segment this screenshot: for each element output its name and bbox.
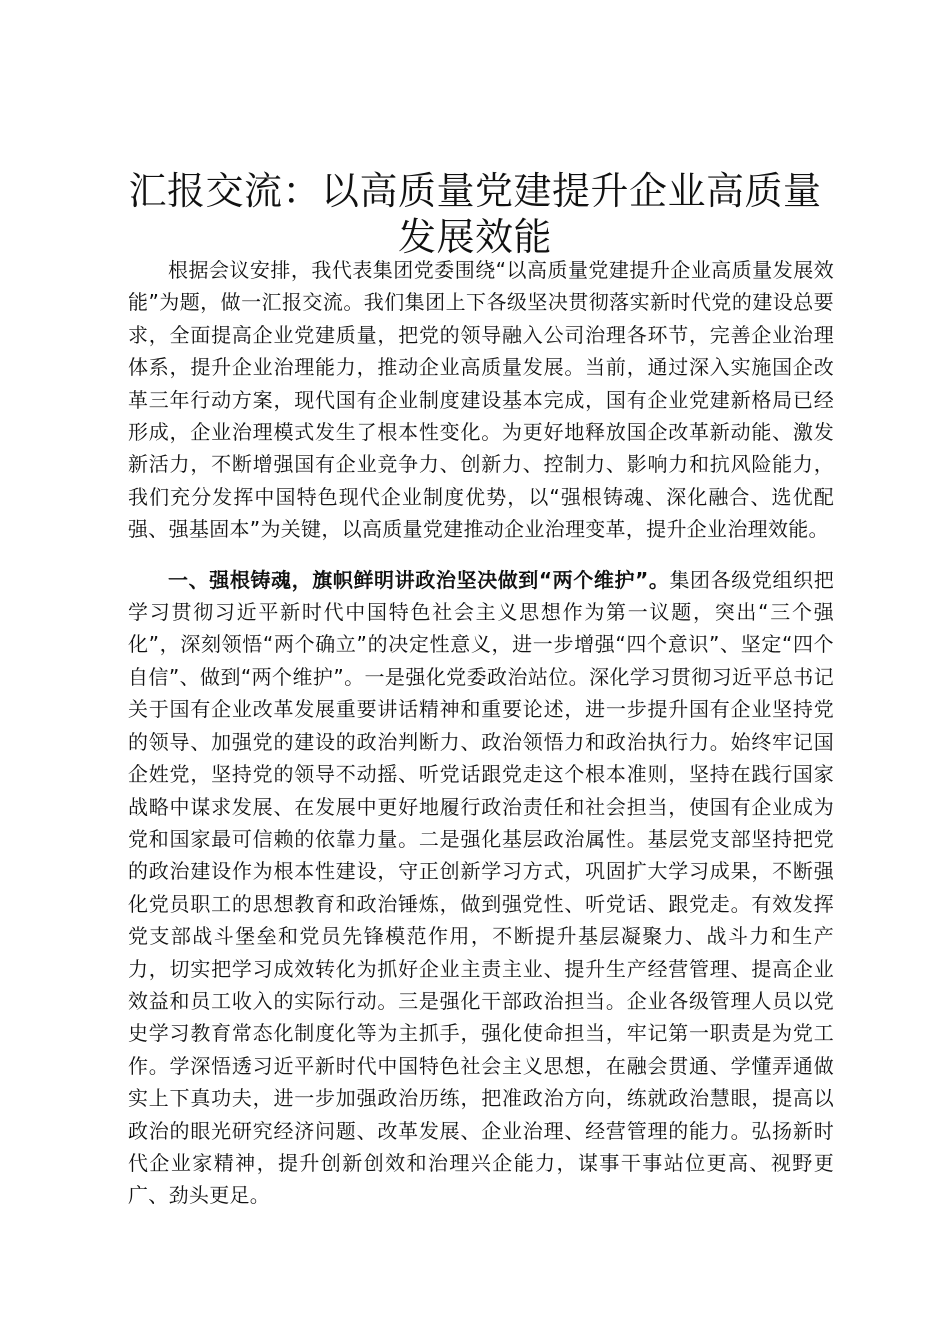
document-body [128, 254, 834, 1212]
intro-paragraph: 根据会议安排，我代表集团党委围绕“以高质量党建提升企业高质量发展效能”为题，做一汇报交流。我们集团上下各级坚决贯彻落实新时代党的建设总要求，全面提高企业党建质量，把党的领导融入公司治理各环节，完善企业治理体系，提升企业治理能力，推动企业高质量发展。当前，通过深入实施国企改革三年行动方案，现代国有企业制度建设基本完成，国有企业党建新格局已经形成，企业治理模式发生了根本性变化。为更好地释放国企改革新动能、激发新活力，不断增强国有企业竞争力、创新力、控制力、影响力和抗风险能力，我们充分发挥中国特色现代企业制度优势，以“强根铸魂、深化融合、选优配强、强基固本”为关键，以高质量党建推动企业治理变革，提升企业治理效能。 [128, 258, 834, 542]
section-1-paragraph [128, 564, 834, 1212]
document-title: 汇报交流：以高质量党建提升企业高质量发展效能 [128, 169, 822, 259]
section-1-heading: 一、强根铸魂，旗帜鲜明讲政治坚决做到“两个维护”。 [168, 567, 670, 592]
section-1-body: 集团各级党组织把学习贯彻习近平新时代中国特色社会主义思想作为第一议题，突出“三个强化”，深刻领悟“两个确立”的决定性意义，进一步增强“四个意识”、坚定“四个自信”、做到“两个维护”。一是强化党委政治站位。深化学习贯彻习近平总书记关于国有企业改革发展重要讲话精神和重要论述，进一步提升国有企业坚持党的领导、加强党的建设的政治判断力、政治领悟力和政治执行力。始终牢记国企姓党，坚持党的领导不动摇、听党话跟党走这个根本准则，坚持在践行国家战略中谋求发展、在发展中更好地履行政治责任和社会担当，使国有企业成为党和国家最可信赖的依靠力量。二是强化基层政治属性。基层党支部坚持把党的政治建设作为根本性建设，守正创新学习方式，巩固扩大学习成果，不断强化党员职工的思想教育和政治锤炼，做到强党性、听党话、跟党走。有效发挥党支部战斗堡垒和党员先锋模范作用，不断提升基层凝聚力、战斗力和生产力，切实把学习成效转化为抓好企业主责主业、提升生产经营管理、提高企业效益和员工收入的实际行动。三是强化干部政治担当。企业各级管理人员以党史学习教育常态化制度化等为主抓手，强化使命担当，牢记第一职责是为党工作。学深悟透习近平新时代中国特色社会主义思想，在融会贯通、学懂弄通做实上下真功夫，进一步加强政治历练，把准政治方向，练就政治慧眼，提高以政治的眼光研究经济问题、改革发展、企业治理、经营管理的能力。弘扬新时代企业家精神，提升创新创效和治理兴企能力，谋事干事站位更高、视野更广、劲头更足。 [128, 567, 834, 1208]
